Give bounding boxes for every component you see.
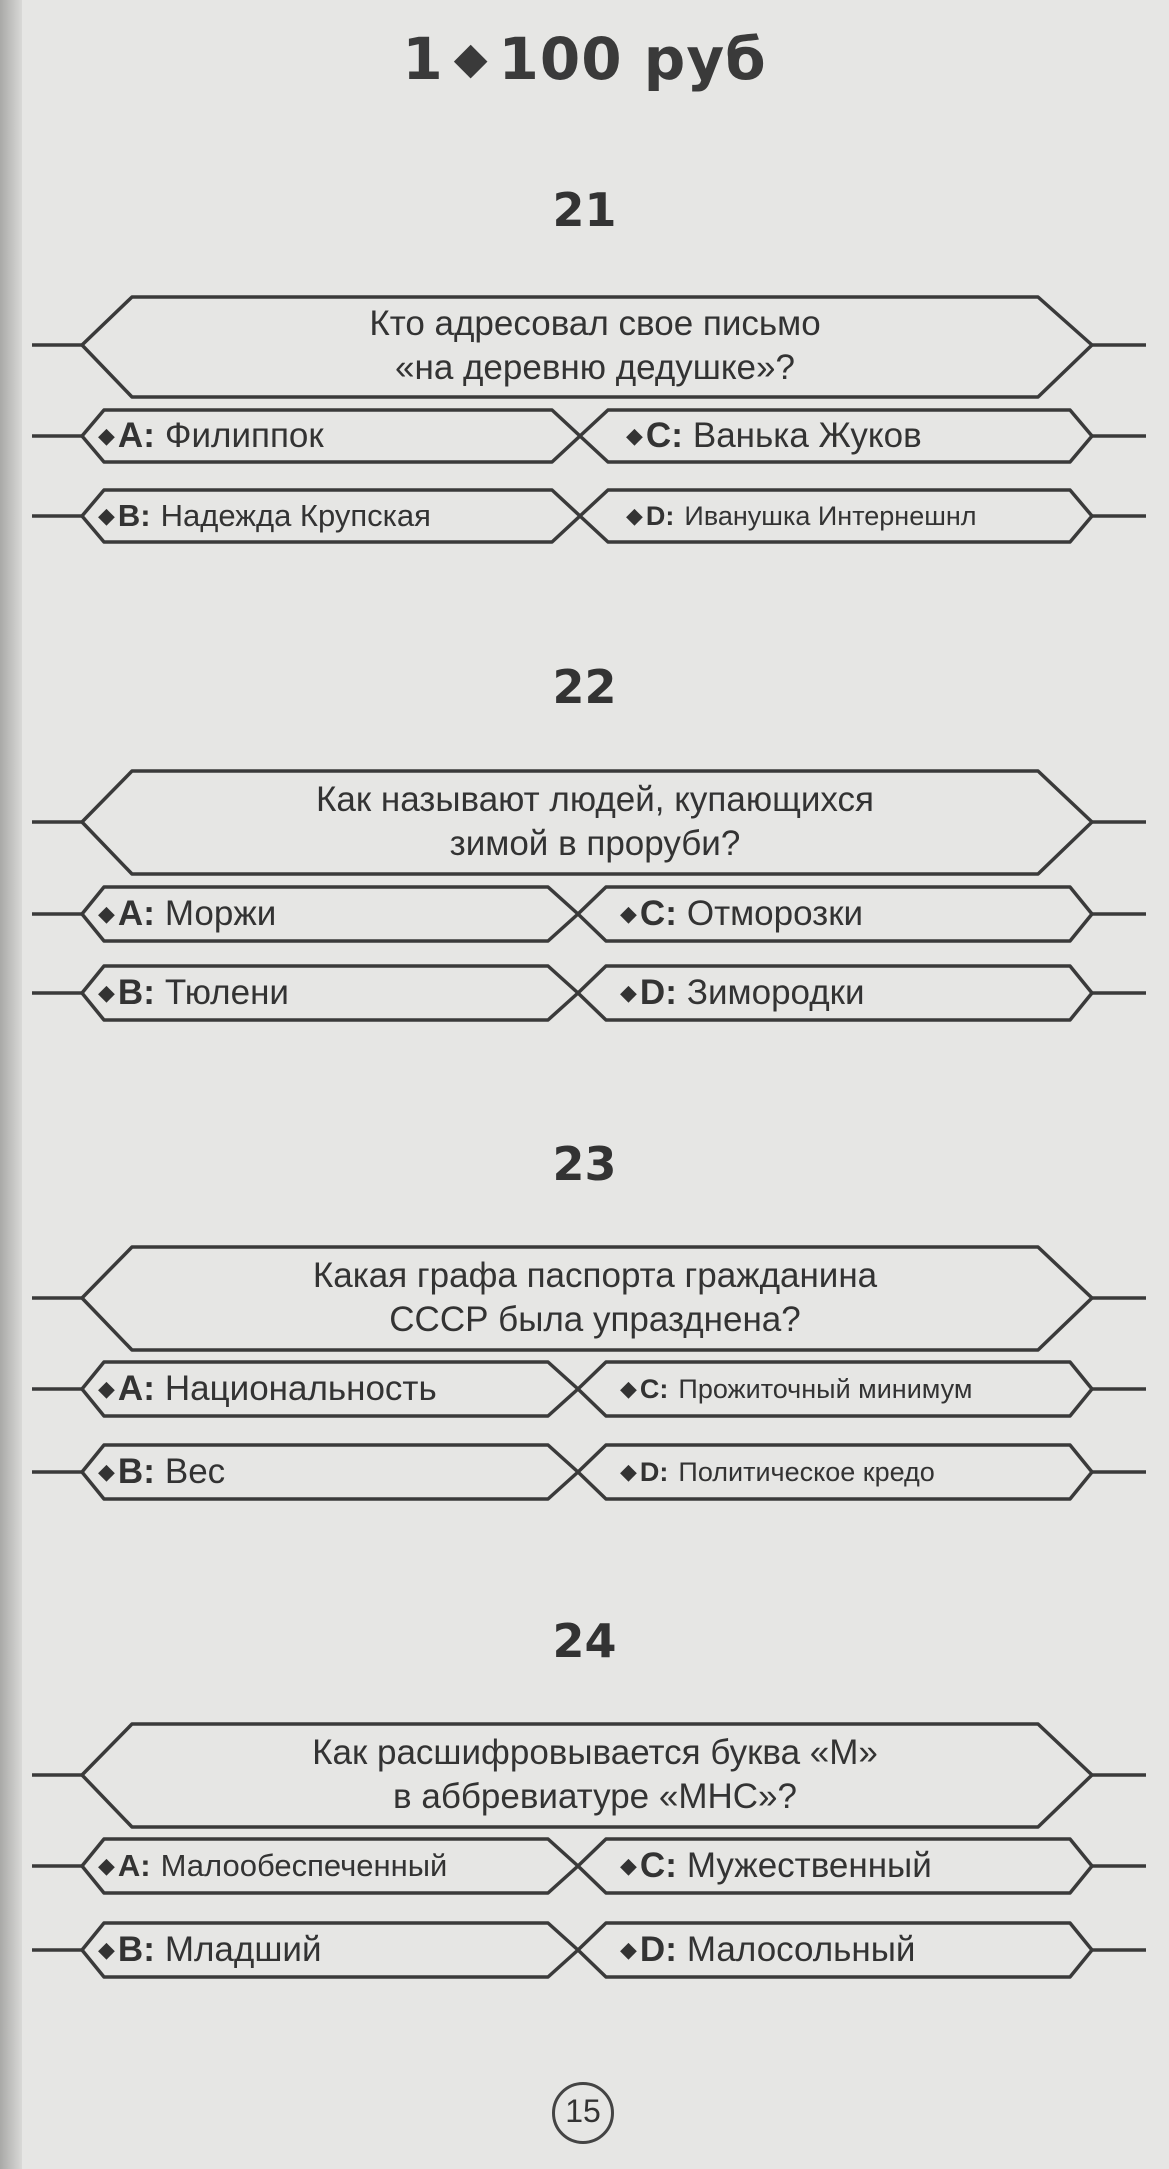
- question-text: [100, 778, 1090, 866]
- answer-letter: B:: [117, 1452, 155, 1491]
- diamond-icon: ◆: [620, 1853, 637, 1878]
- diamond-icon: ◆: [620, 1376, 637, 1401]
- question-line: СССР была упразднена?: [389, 1300, 801, 1339]
- question-line: зимой в проруби?: [449, 824, 741, 863]
- answer-text: Зимородки: [686, 973, 865, 1012]
- answer-option-b[interactable]: [98, 1922, 546, 1978]
- answer-option-c[interactable]: [620, 886, 1066, 942]
- diamond-icon: ◆: [98, 1376, 115, 1401]
- answer-letter: D:: [639, 1456, 669, 1487]
- diamond-icon: ◆: [453, 33, 489, 84]
- answer-option-d[interactable]: [620, 1444, 1070, 1500]
- answer-option-a[interactable]: [98, 408, 548, 464]
- answer-text: Иванушка Интернешнл: [684, 500, 977, 531]
- question-line: в аббревиатуре «МНС»?: [393, 1777, 797, 1816]
- answer-text: Малообеспеченный: [160, 1848, 448, 1883]
- answer-letter: C:: [639, 1373, 669, 1404]
- title-right: 100 руб: [498, 25, 767, 93]
- diamond-icon: ◆: [98, 980, 115, 1005]
- answer-text: Младший: [164, 1930, 322, 1969]
- diamond-icon: ◆: [626, 503, 643, 528]
- answer-letter: D:: [639, 1930, 677, 1969]
- question-number: 24: [552, 1614, 617, 1668]
- question-number: 23: [552, 1137, 617, 1191]
- answer-text: Филиппок: [164, 416, 324, 455]
- answer-letter: C:: [639, 894, 677, 933]
- answer-letter: B:: [117, 498, 151, 533]
- answer-text: Ванька Жуков: [692, 416, 922, 455]
- answer-text: Отморозки: [686, 894, 864, 933]
- answer-letter: B:: [117, 973, 155, 1012]
- answer-letter: C:: [645, 416, 683, 455]
- question-number: 21: [552, 183, 617, 237]
- answer-text: Надежда Крупская: [160, 498, 431, 533]
- question-text: [100, 1731, 1090, 1819]
- answer-option-a[interactable]: [98, 1361, 546, 1417]
- answer-option-c[interactable]: [626, 408, 1066, 464]
- diamond-icon: ◆: [620, 901, 637, 926]
- answer-letter: A:: [117, 894, 155, 933]
- question-number: 22: [552, 660, 617, 714]
- answer-option-b[interactable]: [98, 488, 548, 544]
- diamond-icon: ◆: [98, 423, 115, 448]
- question-line: Как называют людей, купающихся: [316, 780, 874, 819]
- answer-letter: D:: [645, 500, 675, 531]
- answer-option-a[interactable]: [98, 1838, 546, 1894]
- diamond-icon: ◆: [620, 1937, 637, 1962]
- answer-option-c[interactable]: [620, 1838, 1066, 1894]
- diamond-icon: ◆: [98, 503, 115, 528]
- diamond-icon: ◆: [620, 1459, 637, 1484]
- answer-text: Малосольный: [686, 1930, 916, 1969]
- answer-letter: A:: [117, 1848, 151, 1883]
- answer-text: Вес: [164, 1452, 226, 1491]
- question-line: Какая графа паспорта гражданина: [312, 1256, 878, 1295]
- question-line: «на деревню дедушке»?: [395, 348, 795, 387]
- diamond-icon: ◆: [98, 1459, 115, 1484]
- answer-option-d[interactable]: [626, 488, 1070, 544]
- question-text: [100, 302, 1090, 390]
- answer-letter: A:: [117, 1369, 155, 1408]
- answer-option-b[interactable]: [98, 1444, 546, 1500]
- question-line: Как расшифровывается буква «М»: [312, 1733, 878, 1772]
- answer-text: Мужественный: [686, 1846, 932, 1885]
- diamond-icon: ◆: [626, 423, 643, 448]
- answer-letter: B:: [117, 1930, 155, 1969]
- answer-letter: C:: [639, 1846, 677, 1885]
- title-left: 1: [402, 25, 444, 93]
- answer-option-c[interactable]: [620, 1361, 1070, 1417]
- diamond-icon: ◆: [98, 901, 115, 926]
- answer-text: Моржи: [164, 894, 277, 933]
- answer-option-d[interactable]: [620, 1922, 1066, 1978]
- answer-text: Политическое кредо: [678, 1456, 935, 1487]
- answer-option-b[interactable]: [98, 965, 546, 1021]
- answer-text: Национальность: [164, 1369, 437, 1408]
- answer-option-a[interactable]: [98, 886, 546, 942]
- answer-text: Тюлени: [164, 973, 289, 1012]
- answer-letter: A:: [117, 416, 155, 455]
- diamond-icon: ◆: [98, 1853, 115, 1878]
- answer-letter: D:: [639, 973, 677, 1012]
- answer-text: Прожиточный минимум: [678, 1373, 973, 1404]
- answer-option-d[interactable]: [620, 965, 1066, 1021]
- diamond-icon: ◆: [98, 1937, 115, 1962]
- question-line: Кто адресовал свое письмо: [369, 304, 821, 343]
- diamond-icon: ◆: [620, 980, 637, 1005]
- question-text: [100, 1254, 1090, 1342]
- page-number: 15: [565, 2093, 601, 2129]
